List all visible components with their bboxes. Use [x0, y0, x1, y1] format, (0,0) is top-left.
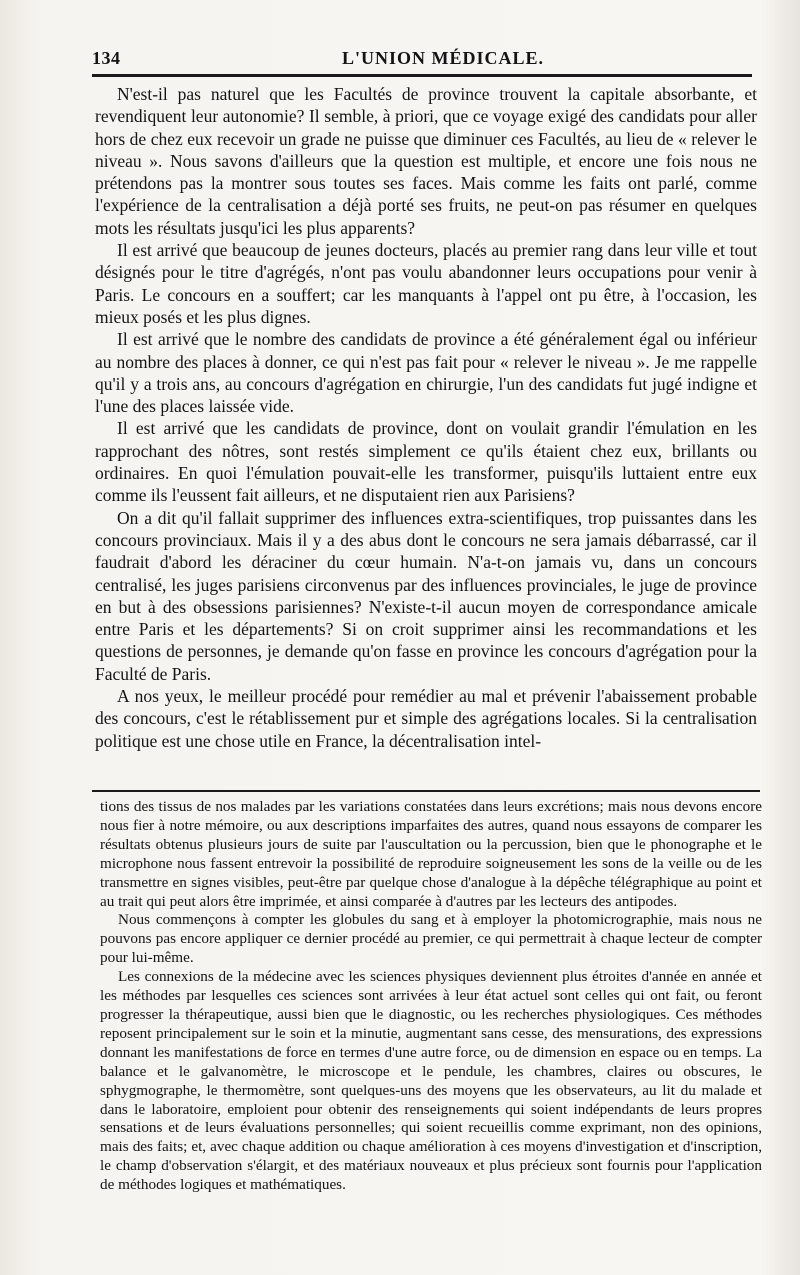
- paragraph: Il est arrivé que le nombre des candidats de province a été généralement égal ou inférieur au nombre des places à donner, ce qui n'est pas fait pour « relever le niveau ». Je me rappelle qu'il y a trois ans, au concours d'agrégation en chirurgie, l'un des candidats fut jugé indigne et l'une des places laissée vide.: [95, 329, 757, 417]
- paragraph: Il est arrivé que les candidats de province, dont on voulait grandir l'émulation en les rapprochant des nôtres, sont restés simplement ce qu'ils étaient chez eux, brillants ou ordinaires. En quoi l'émulation pouvait-elle les transformer, puisqu'ils luttaient entre eux comme ils l'eussent fait ailleurs, et ne disputaient rien aux Parisiens?: [95, 418, 757, 506]
- paragraph: Il est arrivé que beaucoup de jeunes docteurs, placés au premier rang dans leur ville et tout désignés pour le titre d'agrégés, n'ont pas voulu abandonner leurs occupations pour venir à Paris. Le concours en a souffert; car les manquants à l'appel ont pu être, à l'occasion, les mieux posés et les plus dignes.: [95, 240, 757, 327]
- footnote-paragraph: Nous commençons à compter les globules du sang et à employer la photomicrographie, mais nous ne pouvons pas encore appliquer ce dernier procédé au premier, ce qui permettrait à chaque lecteur de compter pour lui-même.: [100, 911, 762, 967]
- paragraph: A nos yeux, le meilleur procédé pour remédier au mal et prévenir l'abaissement probable des concours, c'est le rétablissement pur et simple des agrégations locales. Si la centralisation politique est une chose utile en France, la décentralisation intel-: [95, 686, 757, 751]
- header-rule: [92, 74, 752, 77]
- page-header: [92, 44, 752, 72]
- paragraph: On a dit qu'il fallait supprimer des influences extra-scientifiques, trop puissantes dans les concours provinciaux. Mais il y a des abus dont le concours ne sera jamais débarrassé, car il faudrait d'abord les déraciner du cœur humain. N'a-t-on jamais vu, dans un concours centralisé, les juges parisiens circonvenus par des influences provinciales, le juge de province en but à des obsessions parisiennes? N'existe-t-il aucun moyen de correspondance amicale entre Paris et les départements? Si on croit supprimer ainsi les recommandations et les questions de personnes, je demande qu'on fasse en province les concours d'agrégation pour la Faculté de Paris.: [95, 507, 757, 684]
- page-number: 134: [92, 48, 121, 68]
- footnote-paragraph: Les connexions de la médecine avec les sciences physiques deviennent plus étroites d'année en année et les méthodes par lesquelles ces sciences sont arrivées à leur état actuel sont celles qui ont fait, ou feront progresser la thérapeutique, aussi bien que le diagnostic, ou les recherches physiologiques. Ces méthodes reposent principalement sur le soin et la minutie, augmentant sans cesse, des mensurations, des expressions donnant les manifestations de force en termes d'une autre force, ou de dimension en espace ou en temps. La balance et le galvanomètre, le microscope et le pendule, les chambres, claires ou obscures, le sphygmographe, le thermomètre, sont quelques-uns des moyens que les observateurs, au lit du malade et dans le laboratoire, emploient pour obtenir des renseignements qui soient indépendants de leurs propres sensations et de leurs évaluations personnelles; qui soient recueillis comme exprimant, non des opinions, mais des faits; et, avec chaque addition ou chaque amélioration à ces moyens d'investigation et d'inscription, le champ d'observation s'élargit, et des matériaux nouveaux et plus précieux sont fournis pour l'application de méthodes logiques et mathématiques.: [100, 968, 762, 1194]
- main-text: [95, 83, 757, 752]
- footnote-text: [100, 798, 762, 1195]
- running-title: L'UNION MÉDICALE.: [342, 48, 545, 68]
- paragraph: N'est-il pas naturel que les Facultés de province trouvent la capitale absorbante, et revendiquent leur autonomie? Il semble, à priori, que ce voyage exigé des candidats pour aller hors de chez eux recevoir un grade ne puisse que diminuer ces Facultés, au lieu de « relever le niveau ». Nous savons d'ailleurs que la question est multiple, et encore une fois nous ne prétendons pas la montrer sous toutes ses faces. Mais comme les faits ont parlé, comme l'expérience de la centralisation a déjà porté ses fruits, ne peut-on pas résumer en quelques mots les résultats jusqu'ici les plus apparents?: [95, 84, 757, 238]
- footnote-paragraph: tions des tissus de nos malades par les variations constatées dans leurs excrétions; mais nous devons encore nous fier à notre mémoire, ou aux descriptions imparfaites des autres, quand nous essayons de comparer les résultats obtenus plusieurs jours de suite par l'auscultation ou la percussion, bien que le phonographe et le microphone nous fassent entrevoir la possibilité de reproduire soigneusement les sons de la veille ou de les transmettre en signes visibles, peut-être par quelque chose d'analogue à la dépêche télégraphique au point et au trait qui peut alors être imprimée, et ainsi comparée à d'autres par les lecteurs des antipodes.: [100, 798, 762, 910]
- footnote-rule: [92, 790, 760, 792]
